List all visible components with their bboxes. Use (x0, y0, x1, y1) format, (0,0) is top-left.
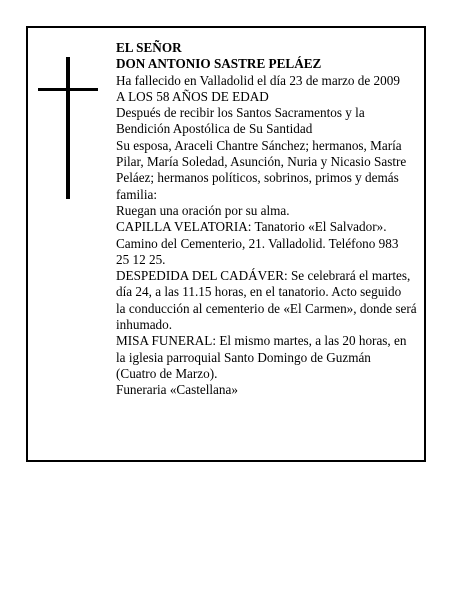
notice-line-chapel-2: Camino del Cementerio, 21. Valladolid. Teléfono 983 (116, 235, 399, 251)
notice-line-farewell-1: DESPEDIDA DEL CADÁVER: Se celebrará el martes, (116, 268, 411, 284)
notice-line-family-4: familia: (116, 186, 158, 202)
notice-line-farewell-4: inhumado. (116, 317, 173, 333)
notice-text (116, 40, 426, 399)
obituary-notice (26, 26, 426, 462)
notice-line-family-1: Su esposa, Araceli Chantre Sánchez; hermanos, María (116, 137, 402, 153)
notice-line-prayer: Ruegan una oración por su alma. (116, 202, 290, 218)
notice-line-age: A LOS 58 AÑOS DE EDAD (116, 88, 269, 104)
notice-line-chapel-1: CAPILLA VELATORIA: Tanatorio «El Salvador». (116, 219, 387, 235)
cross-horizontal-bar (38, 88, 98, 91)
notice-line-family-2: Pilar, María Soledad, Asunción, Nuria y Nicasio Sastre (116, 154, 407, 170)
notice-line-mass-3: (Cuatro de Marzo). (116, 365, 218, 381)
notice-line-sacraments-1: Después de recibir los Santos Sacramentos y la (116, 105, 365, 121)
notice-line-family-3: Peláez; hermanos políticos, sobrinos, primos y demás (116, 170, 399, 186)
notice-line-chapel-3: 25 12 25. (116, 251, 166, 267)
notice-line-farewell-2: día 24, a las 11.15 horas, en el tanatorio. Acto seguido (116, 284, 402, 300)
notice-line-sacraments-2: Bendición Apostólica de Su Santidad (116, 121, 313, 137)
notice-line-funeral-home: Funeraria «Castellana» (116, 382, 238, 398)
cross-vertical-bar (66, 57, 70, 199)
deceased-title: EL SEÑOR (116, 40, 182, 55)
deceased-name: DON ANTONIO SASTRE PELÁEZ (116, 56, 322, 72)
notice-line-farewell-3: la conducción al cementerio de «El Carmen», donde será (116, 300, 417, 316)
cross-icon (38, 57, 98, 199)
notice-line-mass-2: la iglesia parroquial Santo Domingo de Guzmán (116, 349, 371, 365)
notice-line-death-date: Ha fallecido en Valladolid el día 23 de marzo de 2009 (116, 72, 400, 88)
notice-line-mass-1: MISA FUNERAL: El mismo martes, a las 20 horas, en (116, 333, 407, 349)
